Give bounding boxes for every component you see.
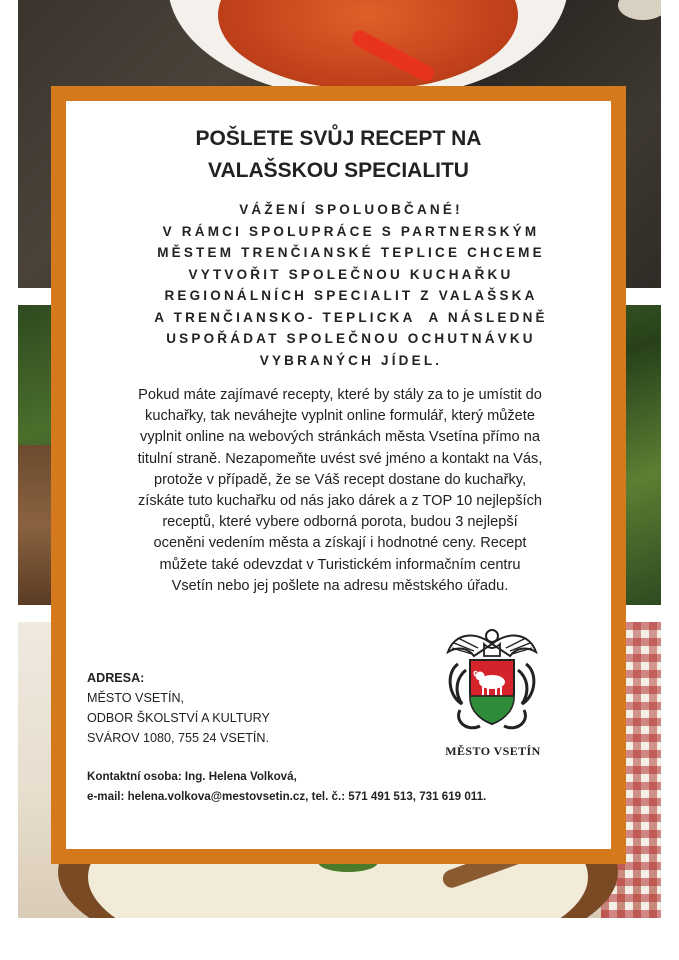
body-line: vyplnit online na webových stránkách města Vsetína přímo na bbox=[140, 429, 540, 446]
body-line: získáte tuto kuchařku od nás jako dárek a z TOP 10 nejlepších bbox=[138, 493, 542, 510]
address-block bbox=[87, 668, 387, 748]
address-line: SVÁROV 1080, 755 24 VSETÍN. bbox=[87, 731, 270, 745]
address-line: ODBOR ŠKOLSTVÍ A KULTURY bbox=[87, 711, 270, 725]
greeting-line: A TRENČIANSKO- TEPLICKA A NÁSLEDNĚ bbox=[154, 309, 548, 325]
garnish bbox=[618, 0, 661, 20]
poster-card bbox=[66, 101, 611, 849]
greeting-block bbox=[106, 199, 596, 371]
address-line: MĚSTO VSETÍN, bbox=[87, 691, 185, 705]
greeting-line: VÁŽENÍ SPOLUOBČANÉ! bbox=[239, 202, 463, 217]
body-line: oceněni vedením města a získají i hodnotné ceny. Recept bbox=[153, 535, 527, 552]
body-line: Vsetín nebo jej pošlete na adresu městského úřadu. bbox=[171, 577, 509, 594]
body-line: kuchařky, tak neváhejte vyplnit online formulář, který můžete bbox=[145, 408, 535, 425]
body-line: protože v případě, že se Váš recept dostane do kuchařky, bbox=[153, 471, 527, 488]
city-coat-of-arms-icon bbox=[444, 626, 540, 738]
greeting-line: VYTVOŘIT SPOLEČNOU KUCHAŘKU bbox=[188, 266, 514, 282]
greeting-line: REGIONÁLNÍCH SPECIALIT Z VALAŠSKA bbox=[164, 288, 538, 303]
greeting-line: V RÁMCI SPOLUPRÁCE S PARTNERSKÝM bbox=[162, 223, 540, 239]
crest-label: MĚSTO VSETÍN bbox=[445, 744, 541, 758]
body-line: receptů, které vybere odborná porota, budou 3 nejlepší bbox=[162, 514, 518, 531]
contact-person: Kontaktní osoba: Ing. Helena Volková, bbox=[87, 770, 297, 783]
greeting-line: USPOŘÁDAT SPOLEČNOU OCHUTNÁVKU bbox=[166, 331, 536, 346]
address-heading: ADRESA: bbox=[87, 671, 145, 685]
title-line: POŠLETE SVŮJ RECEPT NA bbox=[195, 127, 482, 150]
contact-block bbox=[87, 767, 597, 807]
poster-title bbox=[66, 123, 611, 187]
title-line: VALAŠSKOU SPECIALITU bbox=[208, 159, 469, 182]
body-line: titulní straně. Nezapomeňte uvést své jméno a kontakt na Vás, bbox=[137, 450, 543, 467]
body-line: můžete také odevzdat v Turistickém informačním centru bbox=[159, 556, 521, 573]
greeting-line: MĚSTEM TRENČIANSKÉ TEPLICE CHCEME bbox=[157, 245, 545, 260]
contact-details: e-mail: helena.volkova@mestovsetin.cz, tel. č.: 571 491 513, 731 619 011. bbox=[87, 790, 487, 803]
greeting-line: VYBRANÝCH JÍDEL. bbox=[259, 352, 443, 368]
body-paragraph bbox=[92, 385, 588, 597]
body-line: Pokud máte zajímavé recepty, které by stály za to je umístit do bbox=[138, 387, 542, 403]
